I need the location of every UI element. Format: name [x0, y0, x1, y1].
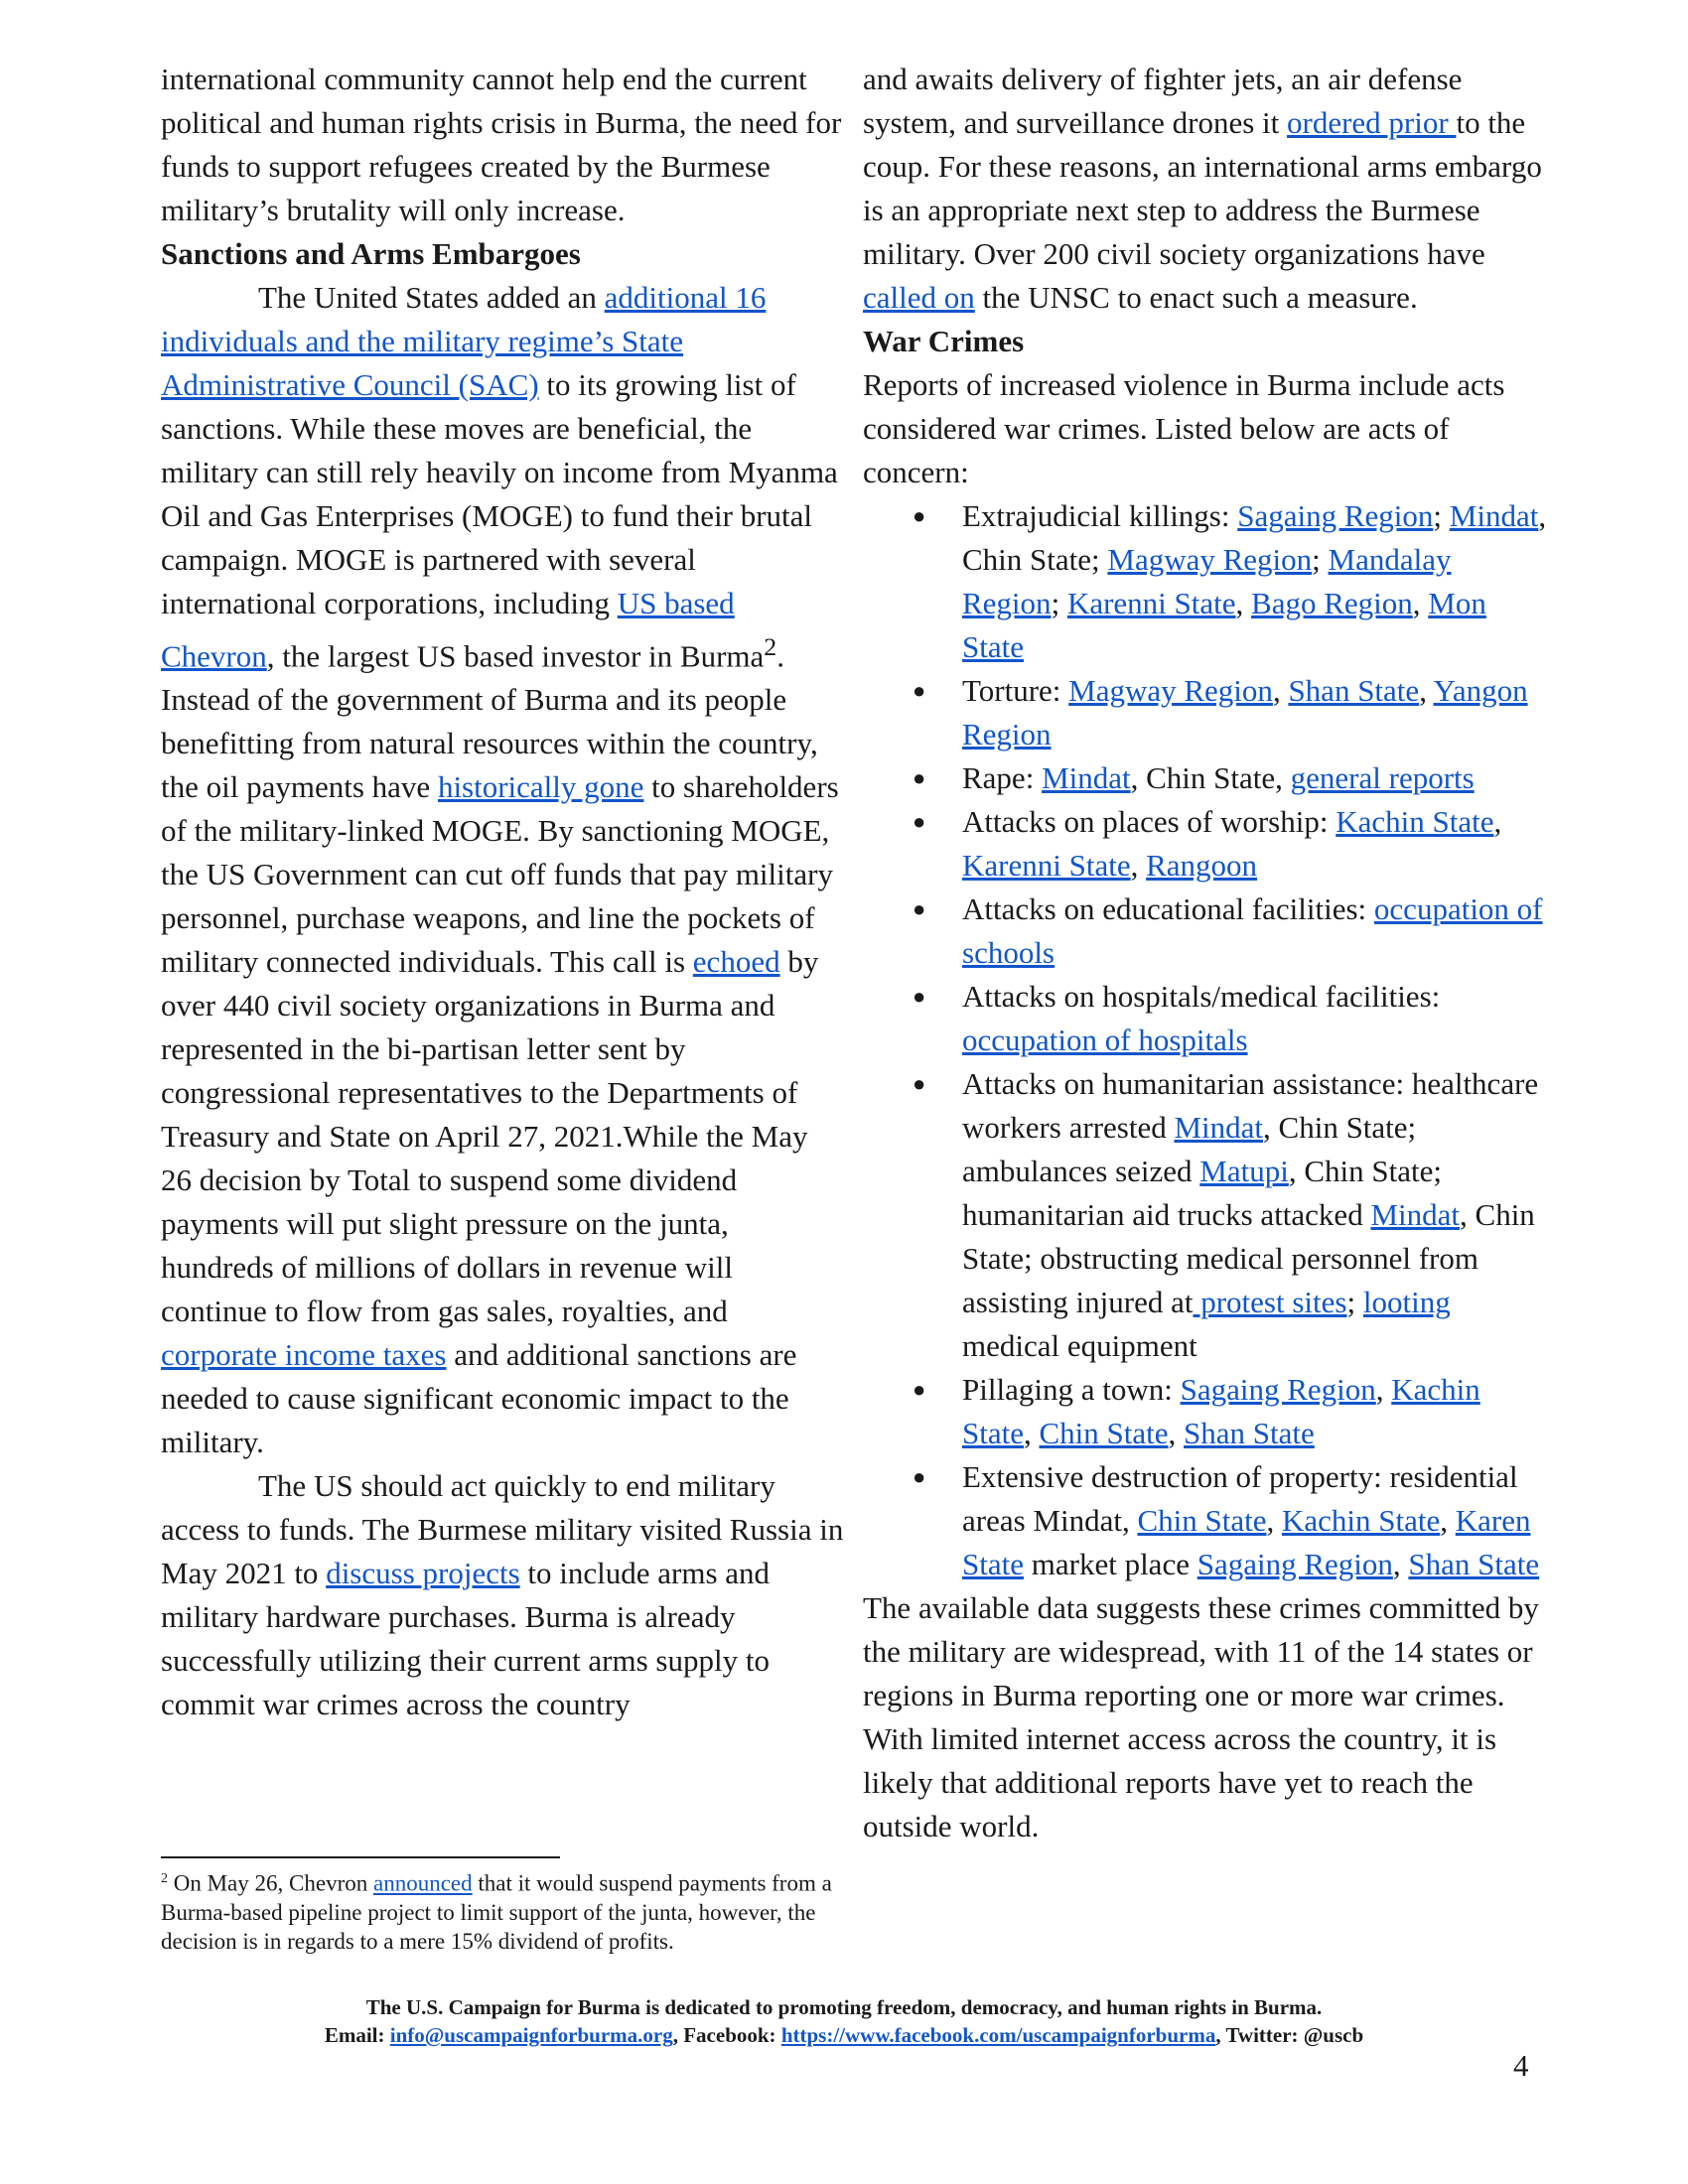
text: market place: [1024, 1547, 1197, 1581]
text: , Chin State;: [962, 498, 1547, 577]
text: ;: [1051, 586, 1067, 620]
link-sagaing-region[interactable]: Sagaing Region: [1180, 1372, 1376, 1407]
link-magway-region[interactable]: Magway Region: [1107, 542, 1313, 577]
link-corporate-income-taxes[interactable]: corporate income taxes: [161, 1337, 447, 1373]
link-protest-sites[interactable]: protest sites: [1193, 1285, 1347, 1319]
section-heading-war-crimes: War Crimes: [863, 324, 1025, 358]
list-item-pillaging: [962, 1368, 1548, 1455]
text: ;: [1312, 542, 1329, 577]
text: , Chin State; ambulances seized: [962, 1110, 1417, 1188]
footnote-ref: 2: [764, 632, 777, 661]
text: , Chin State,: [1130, 760, 1291, 795]
text: Attacks on humanitarian assistance: healthcare workers arrested: [962, 1066, 1539, 1145]
text: ,: [1419, 673, 1434, 708]
footnote-divider: [161, 1856, 560, 1858]
page-number: 4: [1513, 2048, 1529, 2083]
text: The US should act quickly to end military access to funds. The Burmese military visited Russia in May 2021 to: [161, 1468, 844, 1591]
link-mindat[interactable]: Mindat: [1174, 1110, 1264, 1145]
link-discuss-projects[interactable]: discuss projects: [326, 1556, 520, 1591]
footer-mission: The U.S. Campaign for Burma is dedicated to promoting freedom, democracy, and human rights in Burma.: [365, 1995, 1323, 2019]
list-item-medical-facilities: [962, 975, 1548, 1062]
funds-paragraph: [161, 1464, 846, 1726]
text: , Chin State; humanitarian aid trucks attacked: [962, 1154, 1442, 1232]
text: Torture:: [962, 673, 1069, 708]
text: ;: [1433, 498, 1450, 533]
text: and awaits delivery of fighter jets, an air defense system, and surveillance drones it: [863, 62, 1463, 140]
link-occupation-of-hospitals[interactable]: occupation of hospitals: [962, 1023, 1248, 1057]
footer-contact: [169, 2021, 1519, 2049]
link-looting[interactable]: looting: [1362, 1285, 1451, 1319]
list-item-torture: [962, 669, 1548, 756]
text: the UNSC to enact such a measure.: [974, 280, 1418, 315]
text: The United States added an: [258, 280, 605, 315]
war-crimes-intro: Reports of increased violence in Burma include acts considered war crimes. Listed below are acts of concern:: [863, 367, 1505, 489]
link-mindat[interactable]: Mindat: [1370, 1197, 1461, 1232]
footnote-number: 2: [161, 1871, 168, 1886]
war-crimes-list: [863, 494, 1548, 1586]
text: and additional sanctions are needed to cause significant economic impact to the military.: [161, 1337, 797, 1460]
link-yangon-region[interactable]: Yangon Region: [962, 673, 1528, 751]
text: to the coup. For these reasons, an international arms embargo is an appropriate next step to address the Burmese military. Over 200 civil society organizations have: [863, 105, 1542, 271]
text: Email:: [324, 2023, 390, 2047]
link-sagaing-region[interactable]: Sagaing Region: [1196, 1547, 1393, 1581]
footnote: [161, 1864, 836, 1956]
text: ,: [1493, 804, 1502, 839]
link-echoed[interactable]: echoed: [692, 944, 780, 980]
text: Attacks on places of worship:: [962, 804, 1336, 839]
list-item-humanitarian-assistance: [962, 1062, 1548, 1368]
link-historically-gone[interactable]: historically gone: [437, 769, 644, 805]
text: ,: [1024, 1416, 1040, 1450]
text: by over 440 civil society organizations in Burma and represented in the bi-partisan letter sent by congressional representatives to the Departments of Treasury and State on April 27, 2021.While the May 26 decision by Total to suspend some dividend payments will put slight pressure on the junta, hundreds of millions of dollars in revenue will continue to flow from gas sales, royalties, and: [161, 944, 819, 1329]
closing-paragraph: The available data suggests these crimes committed by the military are widespread, with 11 of the 14 states or regions in Burma reporting one or more war crimes. With limited internet access across the country, it is likely that additional reports have yet to reach the outside world.: [863, 1590, 1539, 1843]
page-footer: [169, 1993, 1519, 2049]
text: Extensive destruction of property: residential areas Mindat,: [962, 1459, 1518, 1538]
link-us-based-chevron[interactable]: US based Chevron: [161, 586, 735, 674]
link-announced[interactable]: announced: [372, 1870, 473, 1896]
link-magway-region[interactable]: Magway Region: [1068, 673, 1273, 708]
link-ordered-prior[interactable]: ordered prior: [1287, 105, 1457, 140]
list-item-destruction-of-property: [962, 1455, 1548, 1586]
text: ,: [1375, 1372, 1392, 1407]
right-column: [863, 58, 1548, 1848]
text: to include arms and military hardware purchases. Burma is already successfully utilizing their current arms supply to commit war crimes across the country: [161, 1556, 771, 1722]
link-matupi[interactable]: Matupi: [1199, 1154, 1289, 1188]
link-karen-state[interactable]: Karen State: [962, 1503, 1531, 1581]
text: ,: [1440, 1503, 1456, 1538]
link-rangoon[interactable]: Rangoon: [1146, 848, 1258, 883]
link-kachin-state[interactable]: Kachin State: [1336, 804, 1494, 839]
link-called-on[interactable]: called on: [863, 280, 975, 315]
text: ,: [1272, 673, 1289, 708]
text: ,: [1235, 586, 1252, 620]
link-mindat[interactable]: Mindat: [1449, 498, 1539, 533]
text: , the largest US based investor in Burma: [266, 638, 765, 674]
link-shan-state[interactable]: Shan State: [1288, 673, 1420, 708]
link-mindat[interactable]: Mindat: [1042, 760, 1131, 795]
text: ,: [1130, 848, 1147, 883]
link-general-reports[interactable]: general reports: [1290, 760, 1475, 795]
link-karenni-state[interactable]: Karenni State: [962, 848, 1131, 883]
text: that it would suspend payments from a Burma-based pipeline project to limit support of the junta, however, the decision is in regards to a mere 15% dividend of profits.: [161, 1870, 832, 1954]
link-karenni-state[interactable]: Karenni State: [1066, 586, 1236, 620]
text: , Chin State; obstructing medical personnel from assisting injured at: [962, 1197, 1535, 1319]
link-additional-16-individuals[interactable]: additional 16 individuals and the military regime’s State Administrative Council (SAC): [161, 280, 767, 402]
text: , Twitter: @uscb: [1215, 2023, 1364, 2047]
section-heading-sanctions: Sanctions and Arms Embargoes: [161, 236, 581, 271]
link-kachin-state[interactable]: Kachin State: [1282, 1503, 1441, 1538]
text: ,: [1392, 1547, 1409, 1581]
link-mon-state[interactable]: Mon State: [962, 586, 1486, 664]
link-facebook[interactable]: https://www.facebook.com/uscampaignforburma: [780, 2023, 1216, 2047]
text: ,: [1168, 1416, 1185, 1450]
text: ,: [1266, 1503, 1282, 1538]
text: Rape:: [962, 760, 1043, 795]
text: ,: [1412, 586, 1429, 620]
link-sagaing-region[interactable]: Sagaing Region: [1237, 498, 1434, 533]
link-kachin-state[interactable]: Kachin State: [962, 1372, 1480, 1450]
text: Attacks on hospitals/medical facilities:: [962, 979, 1441, 1014]
text: to its growing list of sanctions. While these moves are beneficial, the military can still rely heavily on income from Myanma Oil and Gas Enterprises (MOGE) to fund their brutal campaign. MOGE is partnered with several international corporations, including: [161, 367, 838, 620]
list-item-rape: [962, 756, 1548, 800]
intro-paragraph: international community cannot help end the current political and human rights crisis in Burma, the need for funds to support refugees created by the Burmese military’s brutality will only increase.: [161, 62, 842, 227]
text: On May 26, Chevron: [168, 1870, 373, 1896]
text: Extrajudicial killings:: [962, 498, 1238, 533]
link-shan-state[interactable]: Shan State: [1184, 1416, 1315, 1450]
text: , Facebook:: [672, 2023, 781, 2047]
link-shan-state[interactable]: Shan State: [1408, 1547, 1540, 1581]
text: . Instead of the government of Burma and its people benefitting from natural resources within the country, the oil payments have: [161, 638, 818, 805]
embargo-paragraph: [863, 58, 1548, 320]
link-mandalay-region[interactable]: Mandalay Region: [962, 542, 1452, 620]
text: Pillaging a town:: [962, 1372, 1181, 1407]
list-item-educational-facilities: [962, 887, 1548, 975]
sanctions-paragraph: [161, 276, 846, 1464]
link-occupation-of-schools[interactable]: occupation of schools: [962, 891, 1543, 970]
link-bago-region[interactable]: Bago Region: [1251, 586, 1413, 620]
list-item-extrajudicial-killings: [962, 494, 1548, 669]
text: Attacks on educational facilities:: [962, 891, 1374, 926]
left-column: [161, 58, 846, 1726]
text: ;: [1346, 1285, 1363, 1319]
link-chin-state[interactable]: Chin State: [1137, 1503, 1267, 1538]
text: medical equipment: [962, 1328, 1197, 1363]
list-item-places-of-worship: [962, 800, 1548, 887]
link-email[interactable]: info@uscampaignforburma.org: [389, 2023, 673, 2047]
link-chin-state[interactable]: Chin State: [1039, 1416, 1169, 1450]
text: to shareholders of the military-linked MOGE. By sanctioning MOGE, the US Government can cut off funds that pay military personnel, purchase weapons, and line the pockets of military connected individuals. This call is: [161, 769, 839, 980]
